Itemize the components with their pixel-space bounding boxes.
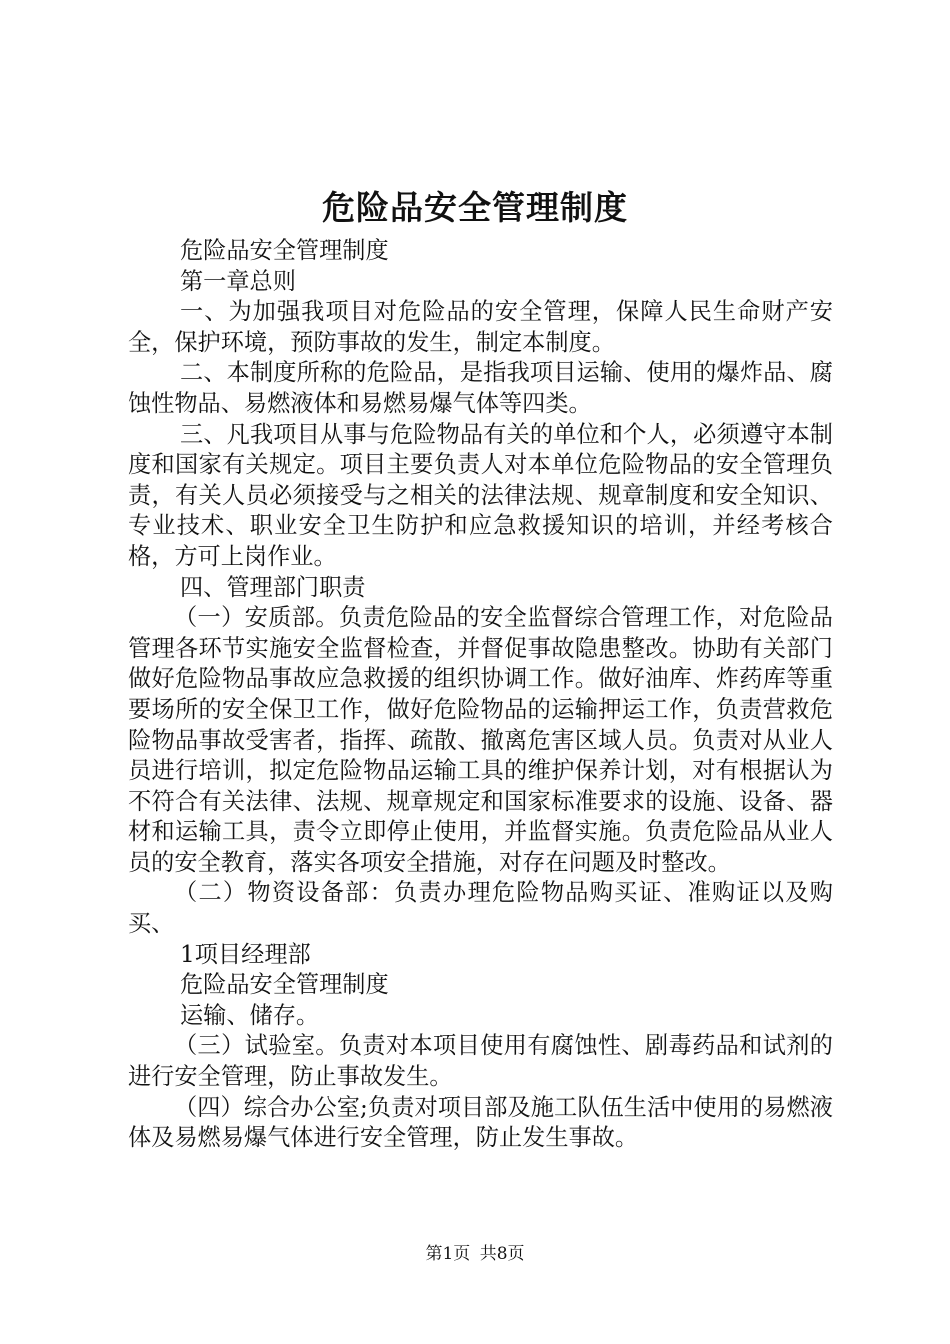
paragraph: （三）试验室。负责对本项目使用有腐蚀性、剧毒药品和试剂的进行安全管理，防止事故发生。 [128, 1032, 833, 1091]
paragraph: 危险品安全管理制度 [180, 237, 389, 264]
paragraph: （四）综合办公室;负责对项目部及施工队伍生活中使用的易燃液体及易燃易爆气体进行安全管理，防止发生事故。 [128, 1093, 833, 1152]
paragraph: 运输、储存。 [180, 1001, 320, 1029]
running-header-text: 危险品安全管理制度 [180, 971, 389, 999]
paragraph: 二、本制度所称的危险品，是指我项目运输、使用的爆炸品、腐蚀性物品、易燃液体和易燃易爆气体等四类。 [128, 359, 833, 417]
section-heading: 四、管理部门职责 [180, 573, 366, 601]
document-title: 危险品安全管理制度 [322, 188, 628, 227]
paragraph: 一、为加强我项目对危险品的安全管理，保障人民生命财产安全，保护环境，预防事故的发生，制定本制度。 [128, 298, 833, 356]
paragraph: （一）安质部。负责危险品的安全监督综合管理工作，对危险品管理各环节实施安全监督检查，并督促事故隐患整改。协助有关部门做好危险物品事故应急救援的组织协调工作。做好油库、炸药库等重要场所的安全保卫工作，做好危险物品的运输押运工作，负责营救危险物品事故受害者，指挥、疏散、撤离危害区域人员。负责对从业人员进行培训，拟定危险物品运输工具的维护保养计划，对有根据认为不符合有关法律、法规、规章规定和国家标准要求的设施、设备、器材和运输工具，责令立即停止使用，并监督实施。负责危险品从业人员的安全教育，落实各项安全措施，对存在问题及时整改。 [128, 604, 833, 876]
document-body [128, 236, 833, 1154]
page-footer [0, 1242, 950, 1266]
page-total: 共8页 [479, 1244, 525, 1264]
running-footer-text: 1项目经理部 [180, 940, 311, 968]
paragraph: 三、凡我项目从事与危险物品有关的单位和个人，必须遵守本制度和国家有关规定。项目主要负责人对本单位危险物品的安全管理负责，有关人员必须接受与之相关的法律法规、规章制度和安全知识、专业技术、职业安全卫生防护和应急救援知识的培训，并经考核合格，方可上岗作业。 [128, 420, 833, 570]
page-number: 第1页 [425, 1244, 471, 1264]
chapter-heading: 第一章总则 [180, 267, 296, 295]
paragraph: （二）物资设备部：负责办理危险物品购买证、准购证以及购买、 [128, 879, 833, 938]
